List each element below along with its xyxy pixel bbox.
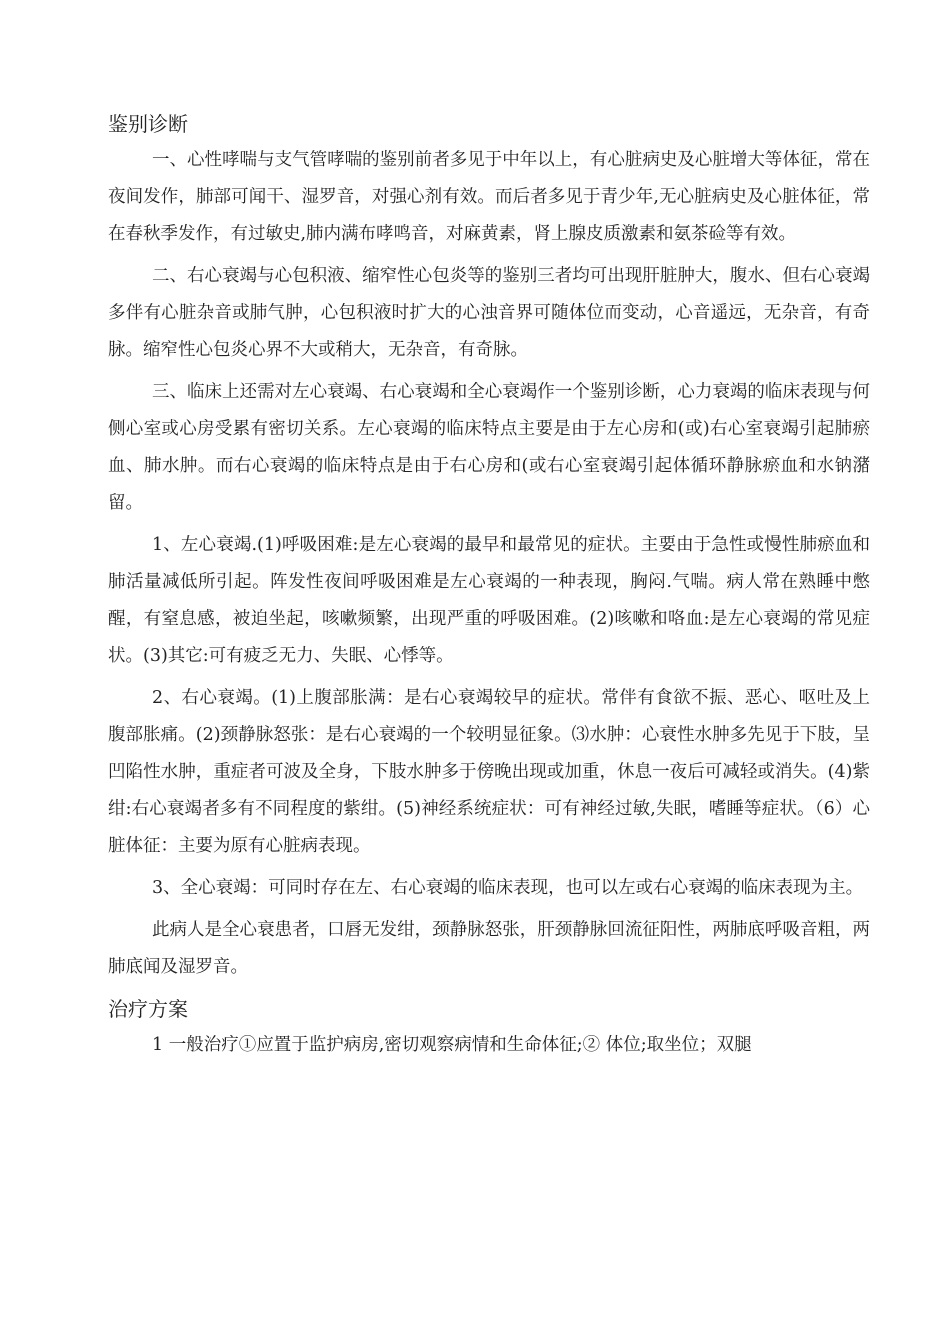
paragraph-patient-summary: 此病人是全心衰患者，口唇无发绀，颈静脉怒张，肝颈静脉回流征阳性，两肺底呼吸音粗，两肺底闻及湿罗音。 xyxy=(108,920,870,977)
paragraph-total-heart-failure: 3、全心衰竭：可同时存在左、右心衰竭的临床表现，也可以左或右心衰竭的临床表现为主。 xyxy=(152,878,864,898)
section-heading-differential-diagnosis: 鉴别诊断 xyxy=(108,112,188,136)
paragraph-left-right-total-failure: 三、临床上还需对左心衰竭、右心衰竭和全心衰竭作一个鉴别诊断，心力衰竭的临床表现与何侧心室或心房受累有密切关系。左心衰竭的临床特点主要是由于左心房和(或)右心室衰竭引起肺瘀血、肺水肿。而右心衰竭的临床特点是由于右心房和(或右心室衰竭引起体循环静脉瘀血和水钠潴留。 xyxy=(108,382,870,513)
section-heading-treatment-plan: 治疗方案 xyxy=(108,997,188,1021)
paragraph-cardiac-vs-bronchial-asthma: 一、心性哮喘与支气管哮喘的鉴别前者多见于中年以上，有心脏病史及心脏增大等体征，常在夜间发作，肺部可闻干、湿罗音，对强心剂有效。而后者多见于青少年,无心脏病史及心脏体征，常在春秋季发作，有过敏史,肺内满布哮鸣音，对麻黄素，肾上腺皮质激素和氨茶硷等有效。 xyxy=(108,150,870,244)
paragraph-right-heart-failure: 2、右心衰竭。(1)上腹部胀满：是右心衰竭较早的症状。常伴有食欲不振、恶心、呕吐及上腹部胀痛。(2)颈静脉怒张：是右心衰竭的一个较明显征象。⑶水肿：心衰性水肿多先见于下肢，呈凹陷性水肿，重症者可波及全身，下肢水肿多于傍晚出现或加重，休息一夜后可减轻或消失。(4)紫绀:右心衰竭者多有不同程度的紫绀。(5)神经系统症状：可有神经过敏,失眠，嗜睡等症状。（6）心脏体征：主要为原有心脏病表现。 xyxy=(108,688,870,856)
paragraph-left-heart-failure: 1、左心衰竭.(1)呼吸困难:是左心衰竭的最早和最常见的症状。主要由于急性或慢性肺瘀血和肺活量减低所引起。阵发性夜间呼吸困难是左心衰竭的一种表现，胸闷.气喘。病人常在熟睡中憋醒，有窒息感，被迫坐起，咳嗽频繁，出现严重的呼吸困难。(2)咳嗽和咯血:是左心衰竭的常见症状。(3)其它:可有疲乏无力、失眠、心悸等。 xyxy=(108,535,870,666)
paragraph-right-heart-failure-vs-pericardial: 二、右心衰竭与心包积液、缩窄性心包炎等的鉴别三者均可出现肝脏肿大，腹水、但右心衰竭多伴有心脏杂音或肺气肿，心包积液时扩大的心浊音界可随体位而变动，心音遥远，无杂音，有奇脉。缩窄性心包炎心界不大或稍大，无杂音，有奇脉。 xyxy=(108,266,870,360)
paragraph-general-treatment: 1 一般治疗①应置于监护病房,密切观察病情和生命体征;② 体位;取坐位；双腿 xyxy=(152,1035,752,1055)
